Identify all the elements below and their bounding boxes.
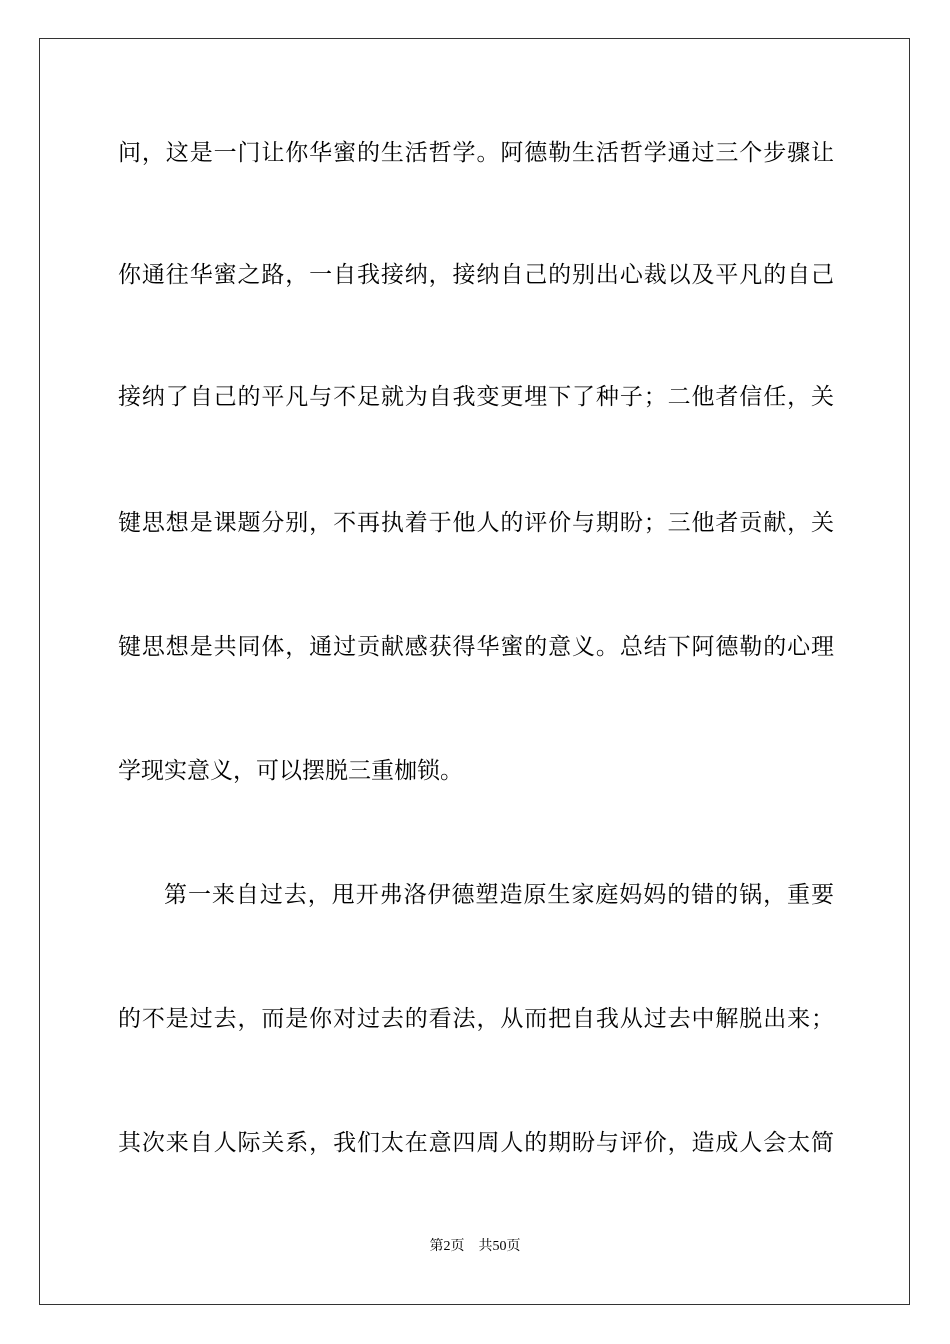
text-line: 接纳了自己的平凡与不足就为自我变更埋下了种子；二他者信任，关 xyxy=(118,384,834,410)
page-footer xyxy=(0,1238,950,1256)
text-line: 键思想是共同体，通过贡献感获得华蜜的意义。总结下阿德勒的心理 xyxy=(118,634,834,660)
page-number: 第2页 xyxy=(429,1239,465,1254)
paragraph-start-line: 第一来自过去，甩开弗洛伊德塑造原生家庭妈妈的错的锅，重要 xyxy=(164,882,834,908)
page-total: 共50页 xyxy=(478,1239,521,1254)
text-line: 学现实意义，可以摆脱三重枷锁。 xyxy=(118,758,463,784)
text-line: 你通往华蜜之路，一自我接纳，接纳自己的别出心裁以及平凡的自己 xyxy=(118,262,834,288)
text-line: 其次来自人际关系，我们太在意四周人的期盼与评价，造成人会太简 xyxy=(118,1130,834,1156)
text-line: 的不是过去，而是你对过去的看法，从而把自我从过去中解脱出来； xyxy=(118,1006,834,1032)
text-line: 问，这是一门让你华蜜的生活哲学。阿德勒生活哲学通过三个步骤让 xyxy=(118,140,834,166)
page-border xyxy=(39,38,910,1305)
text-line: 键思想是课题分别，不再执着于他人的评价与期盼；三他者贡献，关 xyxy=(118,510,834,536)
